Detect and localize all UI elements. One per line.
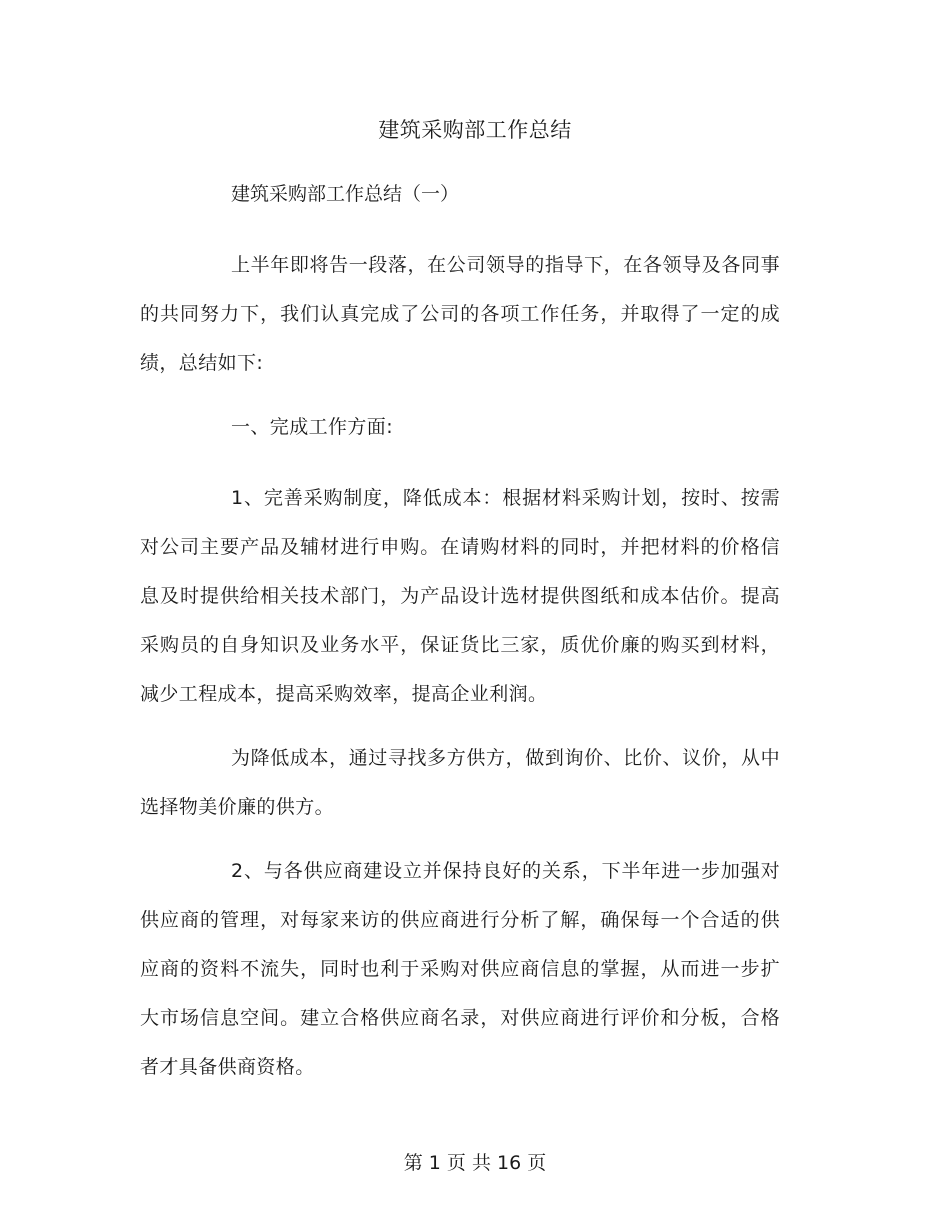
document-title: 建筑采购部工作总结 xyxy=(378,118,572,142)
paragraph-intro: 上半年即将告一段落，在公司领导的指导下，在各领导及各同事的共同努力下，我们认真完成了公司的各项工作任务，并取得了一定的成绩，总结如下: xyxy=(140,254,780,374)
document-subtitle: 建筑采购部工作总结（一） xyxy=(231,183,460,205)
paragraph-cost-reduction: 为降低成本，通过寻找多方供方，做到询价、比价、议价，从中选择物美价廉的供方。 xyxy=(140,747,780,818)
page-number-footer: 第 1 页 共 16 页 xyxy=(403,1152,547,1174)
paragraph-procurement-system: 1、完善采购制度，降低成本：根据材料采购计划，按时、按需对公司主要产品及辅材进行申购。在请购材料的同时，并把材料的价格信息及时提供给相关技术部门，为产品设计选材提供图纸和成本估价。提高采购员的自身知识及业务水平，保证货比三家，质优价廉的购买到材料，减少工程成本，提高采购效率，提高企业利润。 xyxy=(140,487,780,705)
paragraph-supplier-relations: 2、与各供应商建设立并保持良好的关系，下半年进一步加强对供应商的管理，对每家来访的供应商进行分析了解，确保每一个合适的供应商的资料不流失，同时也利于采购对供应商信息的掌握，从而进一步扩大市场信息空间。建立合格供应商名录，对供应商进行评价和分板，合格者才具备供商资格。 xyxy=(140,860,780,1078)
section-heading-completed-work: 一、完成工作方面: xyxy=(231,416,394,438)
